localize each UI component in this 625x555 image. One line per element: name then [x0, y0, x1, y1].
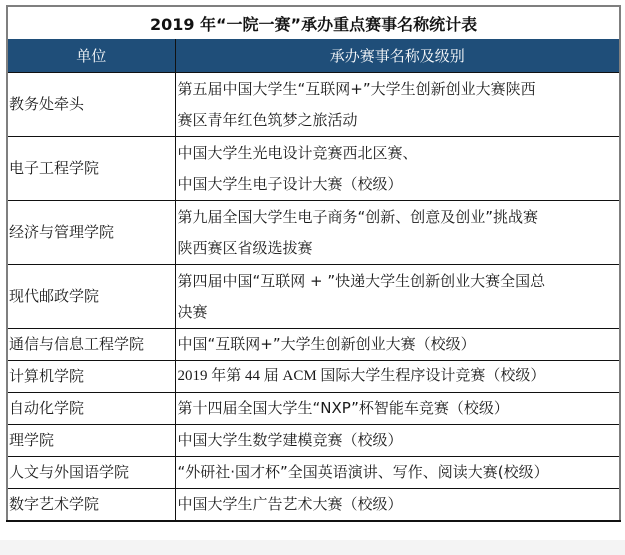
unit-cell: 经济与管理学院 — [7, 201, 175, 265]
event-line: “外研社·国才杯”全国英语演讲、写作、阅读大赛(校级） — [177, 463, 549, 481]
event-cell — [175, 201, 620, 265]
column-header-event: 承办赛事名称及级别 — [175, 39, 620, 73]
event-line: 中国大学生数学建模竞赛（校级） — [177, 431, 403, 449]
event-line: 中国“互联网+”大学生创新创业大赛（校级） — [177, 335, 476, 353]
event-line: 中国大学生广告艺术大赛（校级） — [177, 495, 403, 513]
table-row — [7, 201, 620, 265]
unit-cell: 计算机学院 — [7, 361, 175, 393]
event-line: 第十四届全国大学生“NXP”杯智能车竞赛（校级） — [177, 399, 509, 417]
event-line: 2019 年第 44 届 ACM 国际大学生程序设计竞赛（校级） — [177, 368, 546, 384]
event-cell — [175, 457, 620, 489]
event-cell — [175, 361, 620, 393]
unit-cell: 教务处牵头 — [7, 73, 175, 137]
unit-cell: 数字艺术学院 — [7, 489, 175, 522]
table-row — [7, 137, 620, 201]
column-header-unit: 单位 — [7, 39, 175, 73]
event-cell — [175, 425, 620, 457]
table-row — [7, 361, 620, 393]
table-row — [7, 457, 620, 489]
event-line: 第五届中国大学生“互联网+”大学生创新创业大赛陕西 — [177, 79, 536, 98]
event-cell — [175, 265, 620, 329]
event-cell — [175, 73, 620, 137]
unit-cell: 通信与信息工程学院 — [7, 329, 175, 361]
table-row — [7, 265, 620, 329]
unit-cell: 电子工程学院 — [7, 137, 175, 201]
event-cell — [175, 329, 620, 361]
event-line: 第四届中国“互联网 + ”快递大学生创新创业大赛全国总 — [177, 271, 546, 290]
event-line: 第九届全国大学生电子商务“创新、创意及创业”挑战赛 — [177, 207, 539, 226]
table-row — [7, 393, 620, 425]
event-statistics-table — [6, 5, 621, 522]
unit-cell: 人文与外国语学院 — [7, 457, 175, 489]
table-header-row — [7, 39, 620, 73]
event-line: 中国大学生光电设计竞赛西北区赛、 — [177, 143, 418, 162]
unit-cell: 理学院 — [7, 425, 175, 457]
unit-cell: 自动化学院 — [7, 393, 175, 425]
table-row — [7, 73, 620, 137]
event-cell — [175, 137, 620, 201]
table-row — [7, 329, 620, 361]
table-title-row — [7, 6, 620, 39]
event-line: 赛区青年红色筑梦之旅活动 — [177, 110, 358, 129]
event-line: 中国大学生电子设计大赛（校级） — [177, 174, 403, 193]
table-row — [7, 489, 620, 522]
page-bottom-strip — [0, 540, 625, 555]
table-title: 2019 年“一院一赛”承办重点赛事名称统计表 — [7, 6, 620, 39]
table-row — [7, 425, 620, 457]
statistics-table-container — [6, 5, 619, 522]
unit-cell: 现代邮政学院 — [7, 265, 175, 329]
event-cell — [175, 393, 620, 425]
event-line: 决赛 — [177, 302, 208, 321]
event-line: 陕西赛区省级选拔赛 — [177, 238, 313, 257]
event-cell — [175, 489, 620, 522]
